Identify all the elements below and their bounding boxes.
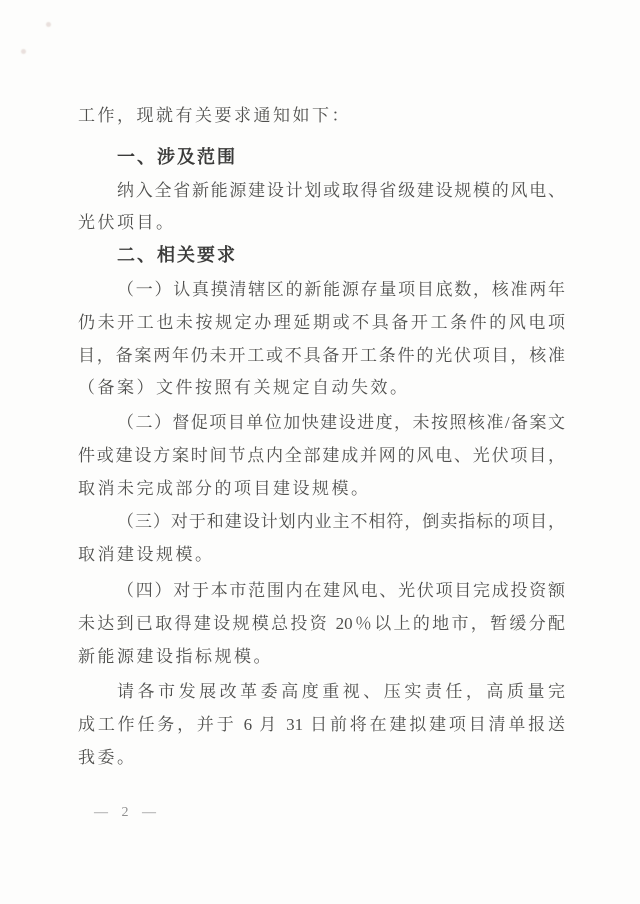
scan-speck bbox=[21, 49, 26, 54]
item-1-line-1: （一）认真摸清辖区的新能源存量项目底数，核准两年 bbox=[117, 280, 565, 299]
item-3-line-2: 取消建设规模。 bbox=[78, 545, 215, 564]
closing-paragraph-line-3: 我委。 bbox=[78, 748, 137, 767]
item-4-line-1: （四）对于本市范围内在建风电、光伏项目完成投资额 bbox=[117, 581, 565, 600]
item-2-line-2: 件或建设方案时间节点内全部建成并网的风电、光伏项目， bbox=[78, 446, 565, 465]
item-4-line-3: 新能源建设指标规模。 bbox=[78, 647, 273, 666]
item-1-line-3: 目，备案两年仍未开工或不具备开工条件的光伏项目，核准 bbox=[78, 346, 565, 365]
item-1-line-4: （备案）文件按照有关规定自动失效。 bbox=[78, 378, 410, 397]
scope-paragraph-line-1: 纳入全省新能源建设计划或取得省级建设规模的风电、 bbox=[117, 181, 565, 200]
item-3-line-1: （三）对于和建设计划内业主不相符，倒卖指标的项目， bbox=[117, 512, 565, 531]
item-2-line-1: （二）督促项目单位加快建设进度，未按照核准/备案文 bbox=[117, 413, 565, 432]
scope-paragraph-line-2: 光伏项目。 bbox=[78, 213, 176, 232]
closing-paragraph-line-1: 请各市发展改革委高度重视、压实责任，高质量完 bbox=[117, 682, 565, 701]
item-1-line-2: 仍未开工也未按规定办理延期或不具备开工条件的风电项 bbox=[78, 313, 565, 332]
scan-speck bbox=[46, 22, 51, 27]
section-2-heading: 二、相关要求 bbox=[117, 245, 237, 265]
page-number: — 2 — bbox=[94, 805, 161, 820]
section-1-heading: 一、涉及范围 bbox=[117, 147, 237, 167]
intro-continuation-line: 工作，现就有关要求通知如下： bbox=[78, 106, 351, 125]
item-4-line-2: 未达到已取得建设规模总投资 20％以上的地市，暂缓分配 bbox=[78, 614, 565, 633]
closing-paragraph-line-2: 成工作任务，并于 6 月 31 日前将在建拟建项目清单报送 bbox=[78, 715, 565, 734]
item-2-line-3: 取消未完成部分的项目建设规模。 bbox=[78, 479, 371, 498]
